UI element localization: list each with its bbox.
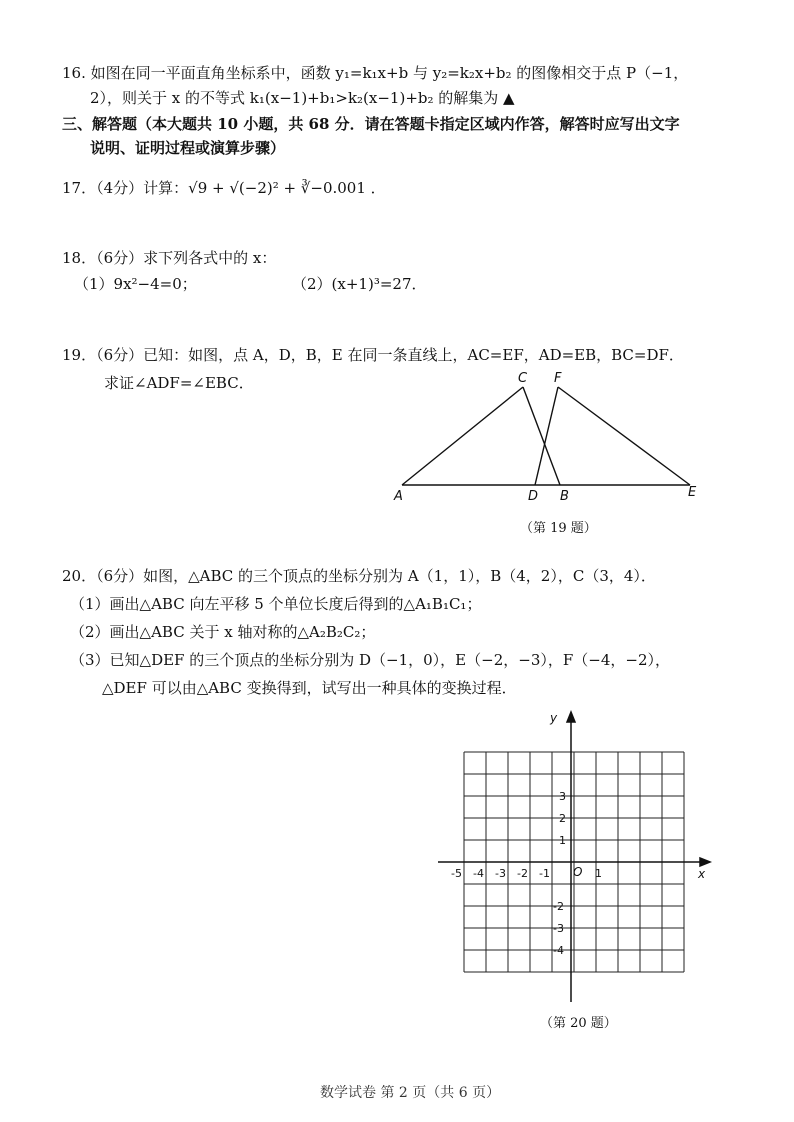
q20-part3b: △DEF 可以由△ABC 变换得到，试写出一种具体的变换过程． [102,679,517,697]
y-tick-label: -4 [553,944,564,957]
y-tick-label: 3 [559,790,566,803]
q19-label-f: F [554,371,562,386]
q19-caption: （第 19 题） [520,521,597,536]
q20-x-axis-label: x [698,867,706,881]
q18-part1: （1）9x²−4=0； [74,275,197,293]
q20-part3a: （3）已知△DEF 的三个顶点的坐标分别为 D（−1，0），E（−2，−3），F（−4，−2）， [70,651,670,669]
q20-x-axis-arrow-icon [700,858,710,866]
x-tick-label: -1 [539,867,550,880]
q20-part2: （2）画出△ABC 关于 x 轴对称的△A₂B₂C₂； [70,623,376,641]
q20-y-axis-label: y [550,711,558,725]
q16-line2: 2），则关于 x 的不等式 k₁(x−1)+b₁>k₂(x−1)+b₂ 的解集为 ▲ [90,89,515,107]
q19-segment-fe [558,387,690,485]
q16-line1: 16. 如图在同一平面直角坐标系中，函数 y₁=k₁x+b 与 y₂=k₂x+b₂ 的图像相交于点 P（−1， [62,64,689,82]
q20-origin-label: O [573,865,583,879]
x-tick-label: 1 [595,867,602,880]
q19-segment-ac [402,387,523,485]
q19-label-a: A [394,489,403,504]
q19-line2: 求证∠ADF=∠EBC． [104,374,254,392]
q18-part2: （2）(x+1)³=27． [292,275,427,293]
y-tick-label: -3 [553,922,564,935]
page-footer: 数学试卷 第 2 页（共 6 页） [320,1085,501,1101]
q17-text: 17．（4分）计算：√9 + √(−2)² + ∛−0.001 ． [62,179,386,197]
q19-label-c: C [518,371,528,386]
q18-title: 18．（6分）求下列各式中的 x： [62,249,277,267]
y-tick-label: -2 [553,900,564,913]
q20-coordinate-grid [430,700,720,1010]
section3-heading-line2: 说明、证明过程或演算步骤） [90,139,286,157]
y-tick-label: 2 [559,812,566,825]
q19-line1: 19．（6分）已知：如图，点 A，D，B，E 在同一条直线上，AC=EF，AD=EB，BC=DF． [62,346,684,364]
section3-heading-line1: 三、解答题（本大题共 10 小题，共 68 分．请在答题卡指定区域内作答，解答时应写出文字 [62,115,680,133]
q19-label-b: B [560,489,569,504]
q20-y-axis-arrow-icon [567,712,575,722]
x-tick-label: -2 [517,867,528,880]
x-tick-label: -3 [495,867,506,880]
q20-line1: 20．（6分）如图，△ABC 的三个顶点的坐标分别为 A（1，1），B（4，2），C（3，4）． [62,567,656,585]
q19-figure [390,370,710,505]
q20-caption: （第 20 题） [540,1016,617,1031]
x-tick-label: -5 [451,867,462,880]
q19-label-d: D [528,489,539,504]
y-tick-label: 1 [559,834,566,847]
x-tick-label: -4 [473,867,484,880]
q20-part1: （1）画出△ABC 向左平移 5 个单位长度后得到的△A₁B₁C₁； [70,595,482,613]
q19-label-e: E [688,485,697,500]
